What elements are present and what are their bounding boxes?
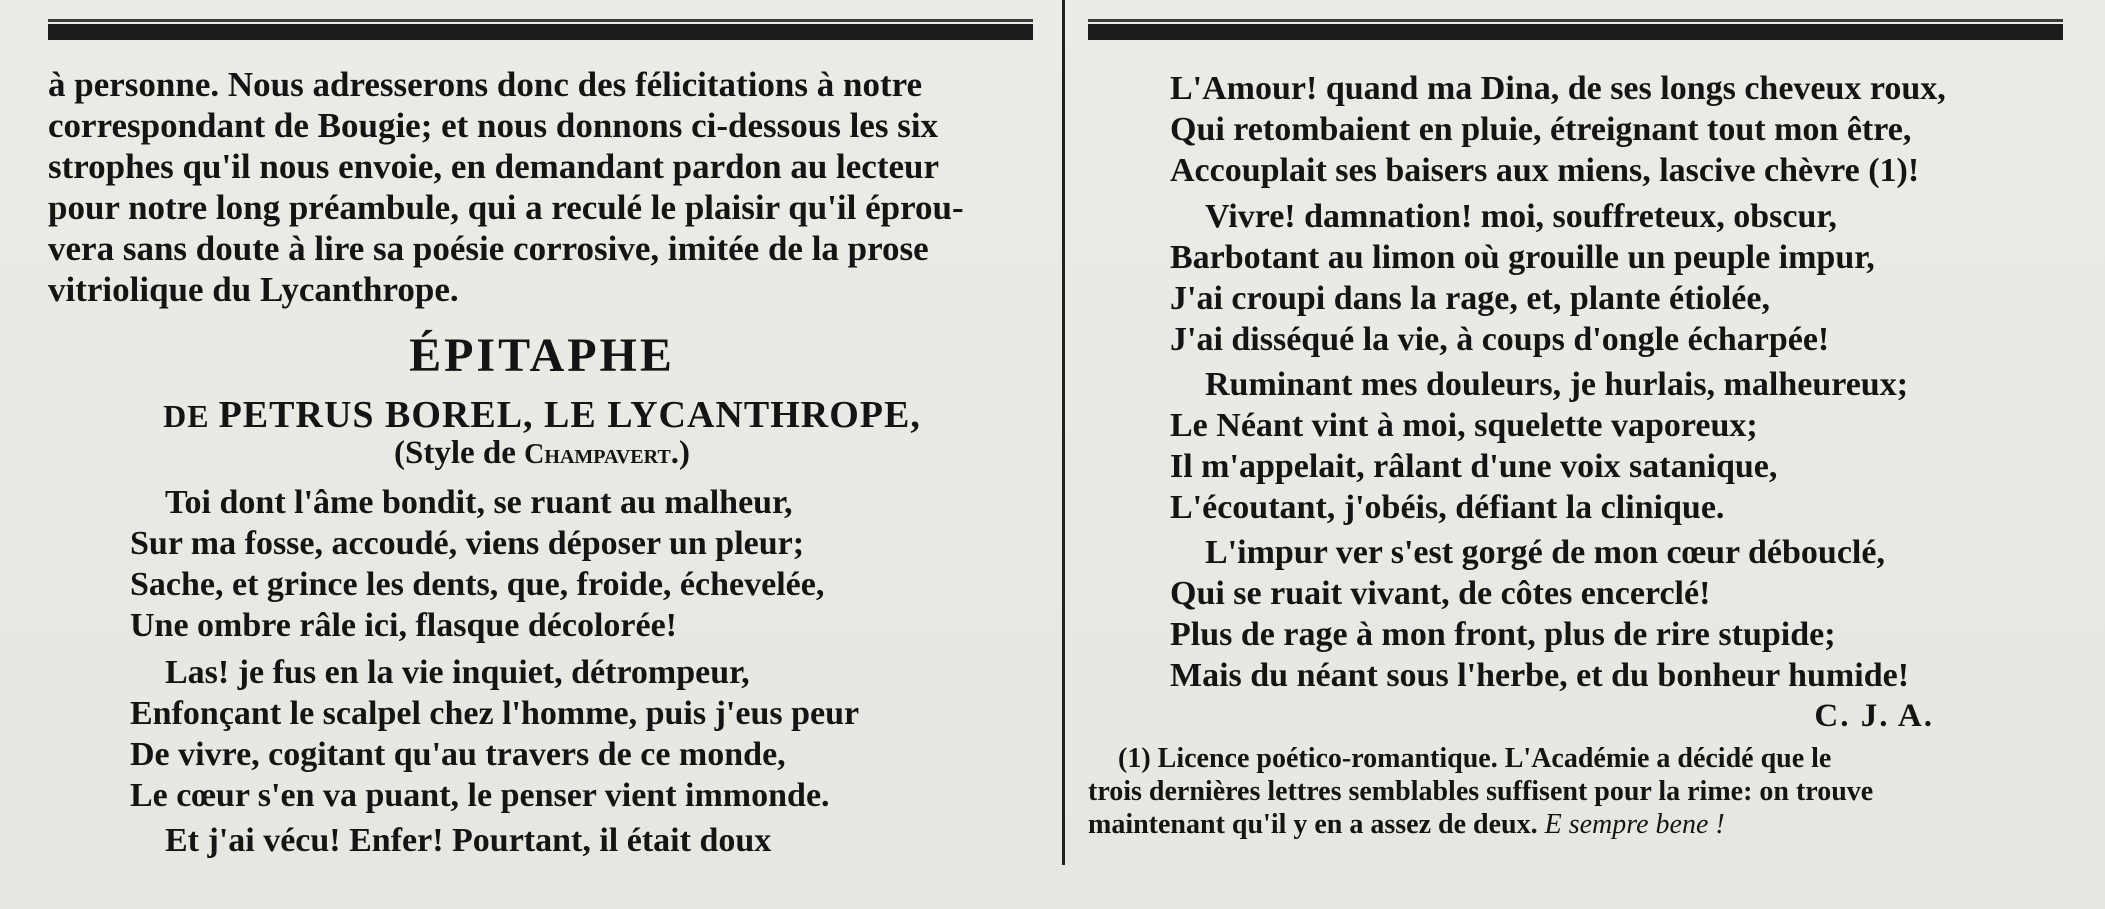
verse-line: Il m'appelait, râlant d'une voix satanique, bbox=[1170, 448, 1778, 485]
author-signature: C. J. A. bbox=[1814, 698, 1934, 734]
verse-line: De vivre, cogitant qu'au travers de ce monde, bbox=[130, 736, 786, 773]
prose-line: pour notre long préambule, qui a reculé le plaisir qu'il éprou- bbox=[48, 188, 964, 227]
column-divider bbox=[1062, 0, 1065, 865]
footnote-italic: E sempre bene ! bbox=[1544, 809, 1725, 840]
style-note-suffix: .) bbox=[670, 435, 690, 471]
verse-line: Las! je fus en la vie inquiet, détrompeur, bbox=[165, 654, 750, 691]
verse-line: Une ombre râle ici, flasque décolorée! bbox=[130, 607, 678, 644]
verse-line: Qui se ruait vivant, de côtes encerclé! bbox=[1170, 575, 1711, 612]
subtitle-prefix: DE bbox=[163, 398, 210, 434]
stanza-3-continued bbox=[1170, 68, 1946, 191]
verse-line: Sache, et grince les dents, que, froide, échevelée, bbox=[130, 566, 825, 603]
footnote-line: trois dernières lettres semblables suffisent pour la rime: on trouve bbox=[1088, 776, 1874, 807]
footnote-line: (1) Licence poético-romantique. L'Académie a décidé que le bbox=[1118, 743, 1832, 774]
poem-subtitle bbox=[48, 393, 1036, 437]
poem-title: ÉPITAPHE bbox=[409, 329, 675, 382]
verse-line: Le Néant vint à moi, squelette vaporeux; bbox=[1170, 407, 1758, 444]
stanza-3-start bbox=[130, 820, 771, 861]
stanza-2 bbox=[130, 652, 859, 816]
style-note-prefix: (Style de bbox=[394, 435, 525, 471]
right-column bbox=[1088, 0, 2066, 909]
prose-line: correspondant de Bougie; et nous donnons ci-dessous les six bbox=[48, 106, 939, 145]
prose-line: strophes qu'il nous envoie, en demandant pardon au lecteur bbox=[48, 147, 940, 186]
verse-line: Vivre! damnation! moi, souffreteux, obscur, bbox=[1205, 198, 1837, 235]
footnote-text: maintenant qu'il y en a assez de deux. bbox=[1088, 809, 1538, 840]
verse-line: Accouplait ses baisers aux miens, lascive chèvre (1)! bbox=[1170, 152, 1920, 189]
verse-line: Et j'ai vécu! Enfer! Pourtant, il était doux bbox=[165, 822, 772, 859]
subtitle-name: PETRUS BOREL, LE LYCANTHROPE, bbox=[218, 394, 921, 436]
verse-line: J'ai croupi dans la rage, et, plante étiolée, bbox=[1170, 280, 1770, 317]
verse-line: Qui retombaient en pluie, étreignant tout mon être, bbox=[1170, 111, 1912, 148]
verse-line: Enfonçant le scalpel chez l'homme, puis j'eus peur bbox=[130, 695, 860, 732]
prose-line: vera sans doute à lire sa poésie corrosive, imitée de la prose bbox=[48, 229, 929, 268]
verse-line: Ruminant mes douleurs, je hurlais, malheureux; bbox=[1205, 366, 1909, 403]
stanza-1 bbox=[130, 482, 824, 646]
stanza-5 bbox=[1170, 364, 1908, 528]
verse-line: L'écoutant, j'obéis, défiant la clinique. bbox=[1170, 489, 1725, 526]
verse-line: J'ai disséqué la vie, à coups d'ongle écharpée! bbox=[1170, 321, 1830, 358]
stanza-6 bbox=[1170, 532, 1909, 696]
verse-line: Le cœur s'en va puant, le penser vient immonde. bbox=[130, 777, 830, 814]
top-rule-right bbox=[1088, 24, 2063, 40]
verse-line: L'Amour! quand ma Dina, de ses longs cheveux roux, bbox=[1170, 70, 1946, 107]
poem-style-note bbox=[48, 435, 1036, 472]
verse-line: Plus de rage à mon front, plus de rire stupide; bbox=[1170, 616, 1836, 653]
verse-line: Mais du néant sous l'herbe, et du bonheur humide! bbox=[1170, 657, 1910, 694]
prose-line: à personne. Nous adresserons donc des félicitations à notre bbox=[48, 65, 923, 104]
verse-line: L'impur ver s'est gorgé de mon cœur débouclé, bbox=[1205, 534, 1885, 571]
left-column bbox=[48, 0, 1036, 909]
stanza-4 bbox=[1170, 196, 1875, 360]
footnote-line bbox=[1088, 808, 2066, 841]
verse-line: Barbotant au limon où grouille un peuple impur, bbox=[1170, 239, 1875, 276]
verse-line: Sur ma fosse, accoudé, viens déposer un pleur; bbox=[130, 525, 805, 562]
prose-line: vitriolique du Lycanthrope. bbox=[48, 270, 459, 309]
verse-line: Toi dont l'âme bondit, se ruant au malheur, bbox=[165, 484, 793, 521]
top-rule-left bbox=[48, 24, 1033, 40]
footnote bbox=[1088, 742, 2066, 841]
style-note-name: Champavert bbox=[524, 439, 671, 470]
intro-paragraph bbox=[48, 64, 1036, 310]
